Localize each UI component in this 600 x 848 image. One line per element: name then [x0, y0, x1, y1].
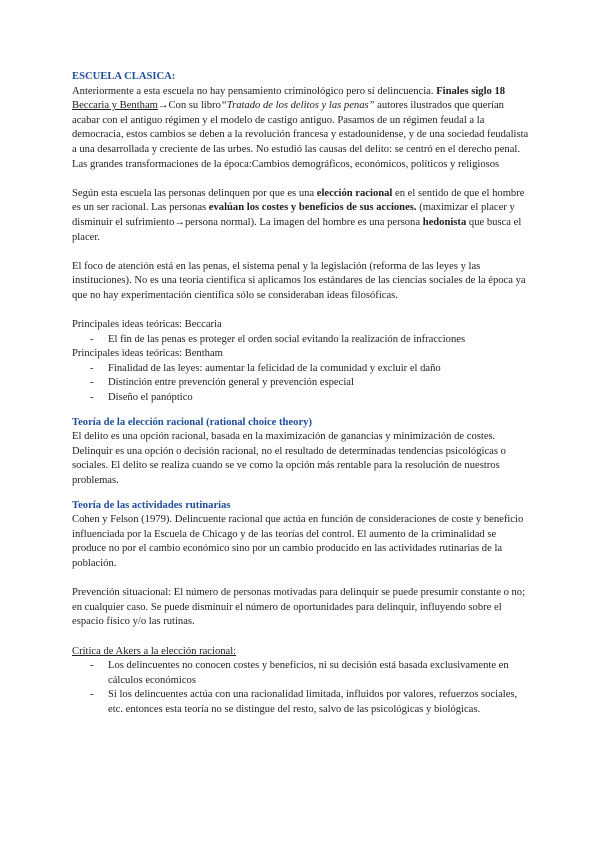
list-item: - Diseño el panóptico: [72, 391, 532, 406]
underlined-run: Beccaria y Bentham: [72, 100, 158, 112]
text-run: →Con su libro: [157, 100, 221, 112]
list-item: - Si los delincuentes actúa con una racionalidad limitada, influidos por valores, refuerzos sociales, etc. entonces esta teoría no se distingue del resto, salvo de las psicológicas y biológicas.: [72, 688, 532, 717]
list-item: - Finalidad de las leyes: aumentar la felicidad de la comunidad y excluir el daño: [72, 362, 532, 377]
ideas-beccaria-label: Principales ideas teóricas: Beccaria: [72, 319, 222, 331]
section-title-eleccion-racional: Teoría de la elección racional (rational choice theory): [72, 416, 312, 428]
text-run: que busca el placer.: [72, 216, 522, 243]
document-page: [72, 70, 532, 718]
text-run: Según esta escuela las personas delinquen por que es una: [72, 187, 317, 199]
text-run: autores ilustrados que querían acabar con el antiguo régimen y el modelo de castigo antiguo. Pasamos de un régimen feudal a la democracia, estos cambios se deben a la revolución francesa y estadounidense, y de una sociedad feudalista a una desarrollada y creciente de las urbes. No estudió las causas del delito: se centró en el derecho penal. Las grandes transformaciones de la época:Cambios demográficos, económicos, políticos y religiosos: [72, 100, 529, 170]
bold-run: Finales siglo 18: [436, 85, 506, 97]
critica-akers-list: [72, 659, 532, 717]
bold-run: elección racional: [316, 187, 393, 199]
paragraph-eleccion-racional-body: El delito es una opción racional, basada en la maximización de ganancias y minimización de costes. Delinquir es una opción o decisión racional, no el resultado de determinadas tendencias psicológicas o sociales. El delito se realiza cuando se ve como la opción más rentable para la resolución de nuestros problemas.: [72, 431, 506, 487]
section-title-escuela-clasica: ESCUELA CLASICA:: [72, 71, 176, 82]
section-title-critica-akers: Crítica de Akers a la elección racional:: [72, 645, 237, 657]
paragraph-escuela-intro: [72, 85, 532, 173]
list-item: - El fin de las penas es proteger el orden social evitando la realización de infracciones: [72, 333, 532, 348]
paragraph-foco-atencion: El foco de atención está en las penas, el sistema penal y la legislación (reforma de las leyes y las instituciones). No es una teoría científica si aplicamos los estándares de las ciencias sociales de la época ya que no hay experimentación científica sólo se consideraban ideas filosóficas.: [72, 260, 526, 301]
list-item: - Los delincuentes no conocen costes y beneficios, ni su decisión está basada exclusivamente en cálculos económicos: [72, 659, 532, 688]
text-run: en el sentido de que el hombre es un ser racional. Las personas: [72, 187, 525, 214]
paragraph-prevencion-situacional: Prevención situacional: El número de personas motivadas para delinquir se puede presumir constante o no; en cualquier caso. Se puede disminuir el número de oportunidades para delinquir, influyendo sobre el espacio físico y/o las rutinas.: [72, 587, 526, 628]
list-item: - Distinción entre prevención general y prevención especial: [72, 376, 532, 391]
italic-book-title: “Tratado de los delitos y las penas”: [220, 100, 375, 112]
section-title-actividades-rutinarias: Teoría de las actividades rutinarias: [72, 499, 231, 511]
bold-run: evalúan los costes y beneficios de sus acciones.: [208, 202, 417, 214]
ideas-bentham-label: Principales ideas teóricas: Bentham: [72, 348, 223, 360]
bold-run: hedonista: [422, 216, 467, 228]
text-run: (maximizar el placer y disminuir el sufrimiento→persona normal). La imagen del hombre es una persona: [72, 202, 515, 228]
paragraph-actividades-body: Cohen y Felson (1979). Delincuente racional que actúa en función de consideraciones de coste y beneficio influenciada por la Escuela de Chicago y de las teorías del control. El aumento de la criminalidad se produce no por el cambio económico sino por un cambio producido en las actividades rutinarias de la población.: [72, 514, 524, 569]
ideas-beccaria-list: [72, 333, 532, 348]
text-run: Anteriormente a esta escuela no hay pensamiento criminológico pero sí delincuencia.: [72, 85, 437, 97]
ideas-bentham-list: [72, 362, 532, 406]
paragraph-eleccion-racional: [72, 187, 532, 245]
